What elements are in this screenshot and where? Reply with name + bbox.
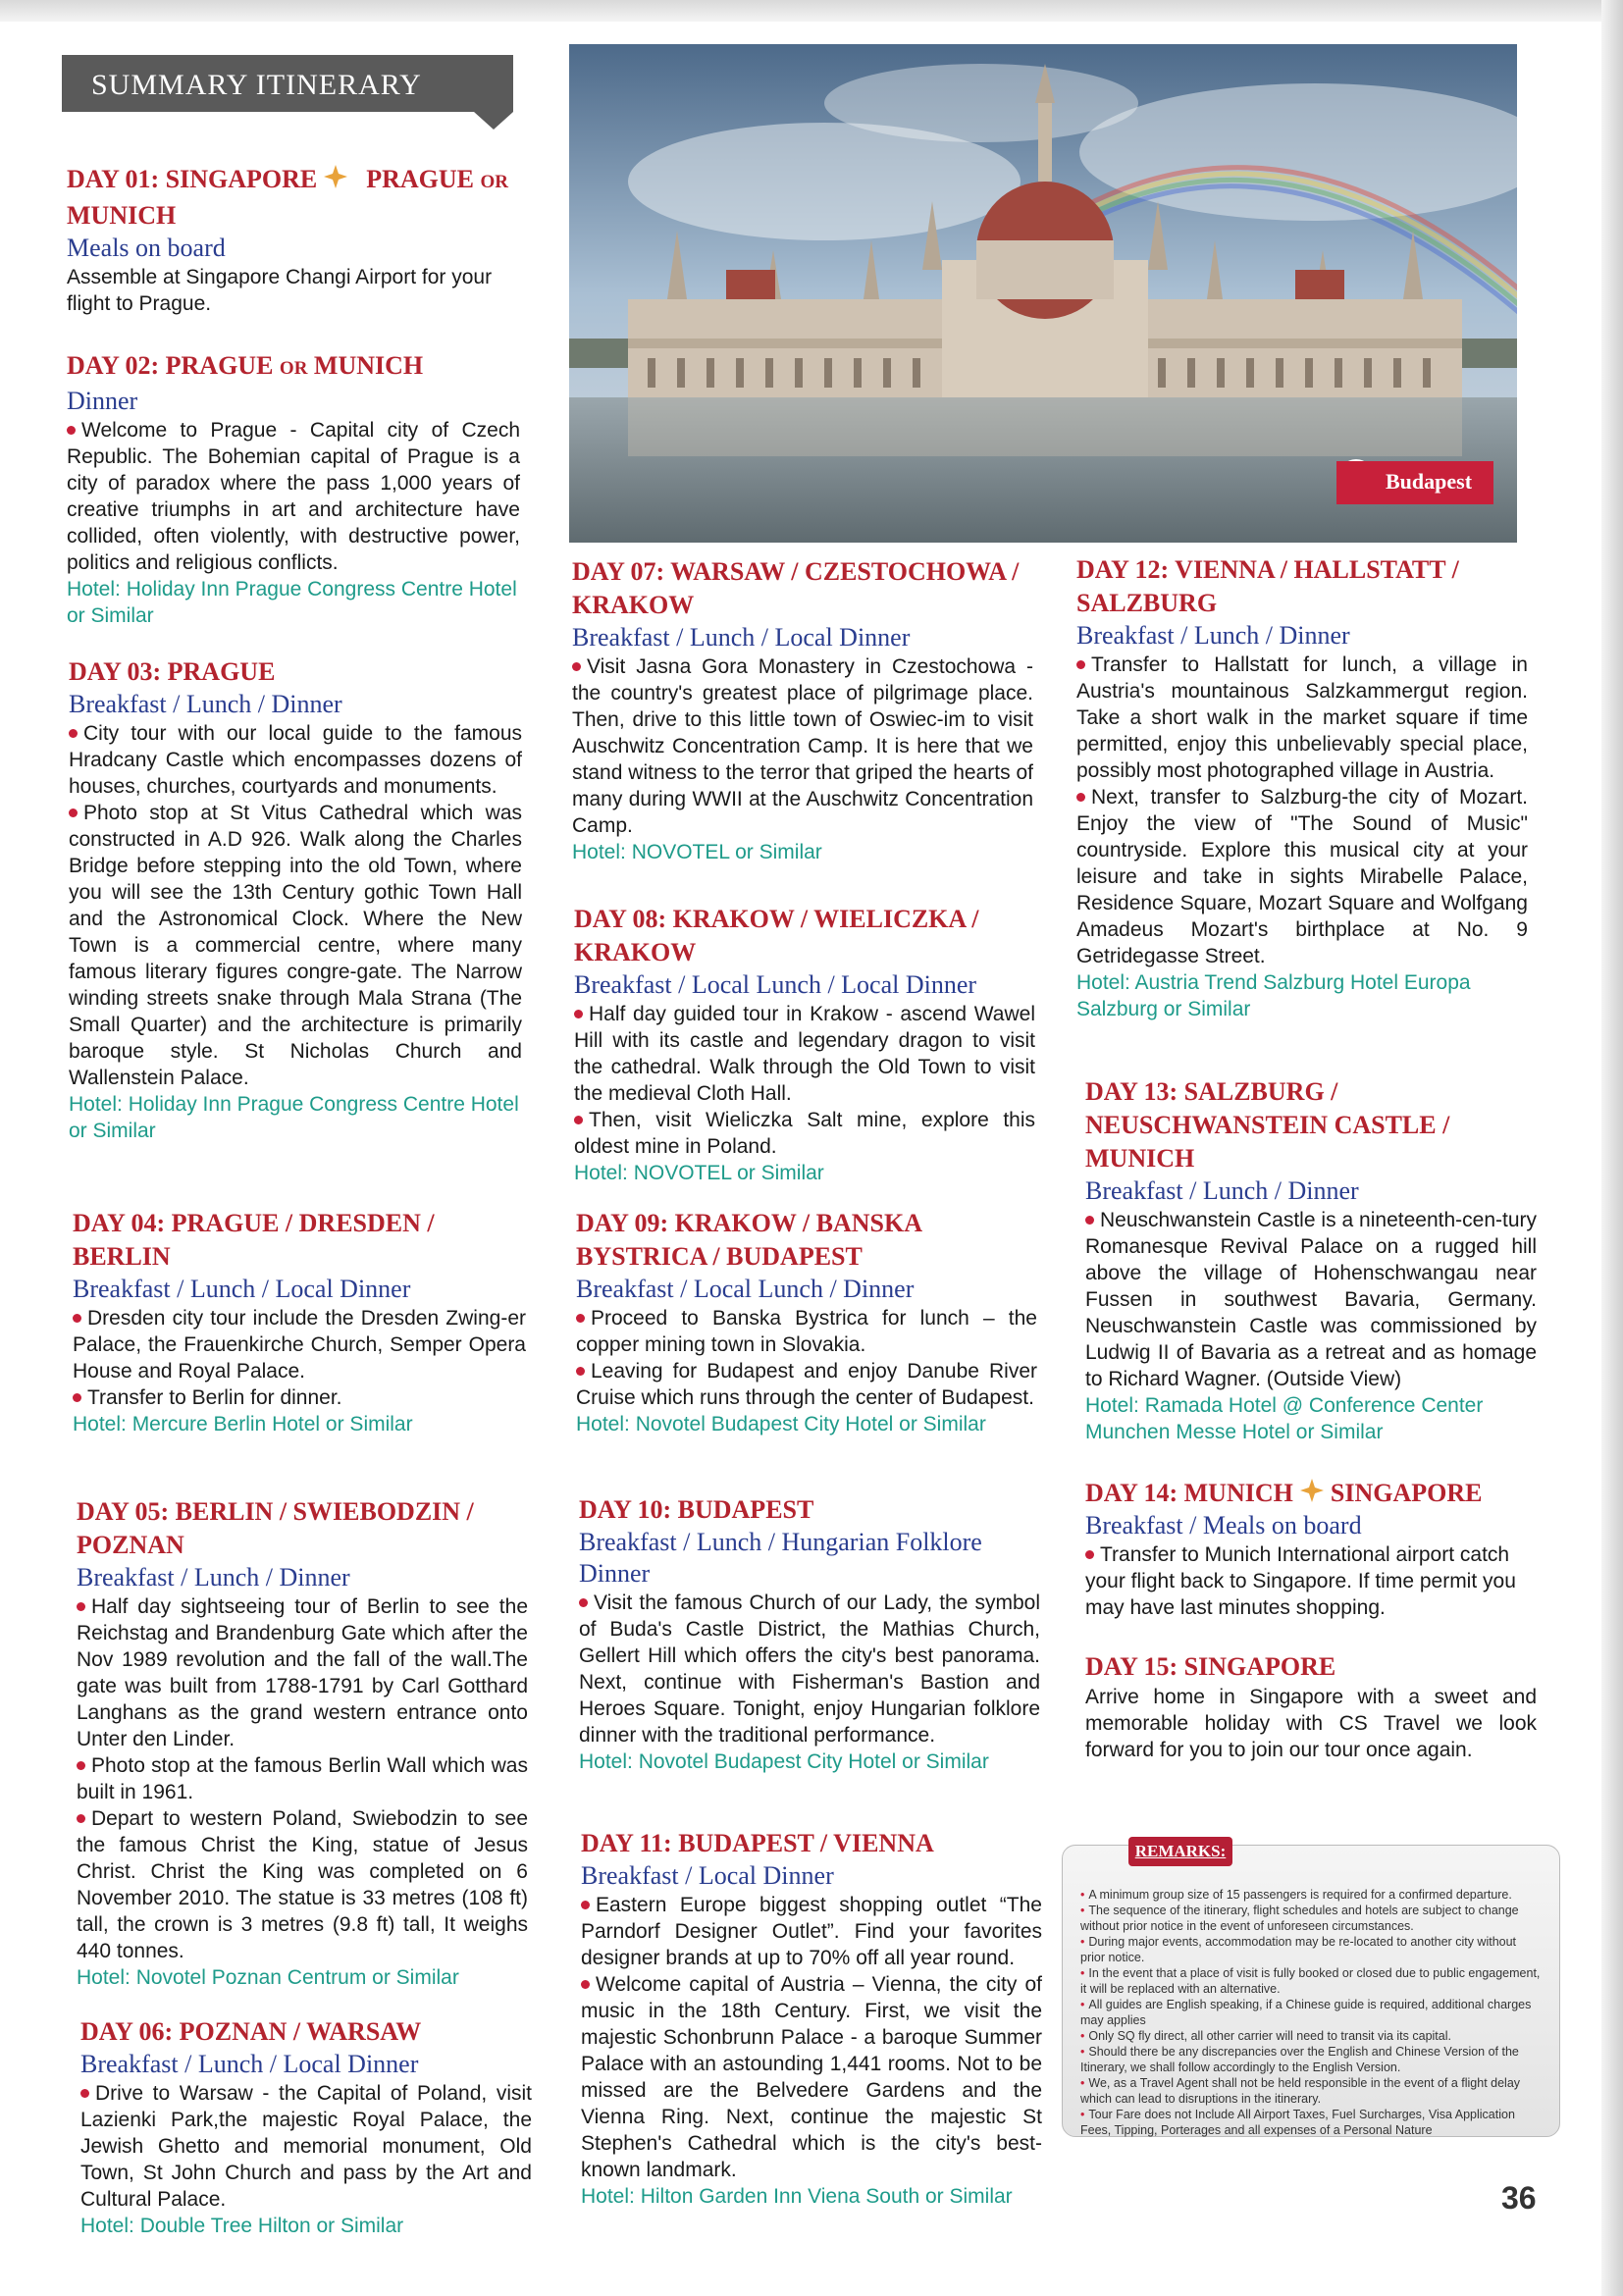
day-13-title: DAY 13: SALZBURG / NEUSCHWANSTEIN CASTLE / MUNICH: [1085, 1077, 1450, 1173]
day-06-title: DAY 06: POZNAN / WARSAW: [80, 2017, 422, 2046]
remark-item: • All guides are English speaking, if a Chinese guide is required, additional charges may applies: [1080, 1998, 1532, 2027]
day-10-title: DAY 10: BUDAPEST: [579, 1495, 814, 1524]
day-09-meals: Breakfast / Local Lunch / Dinner: [576, 1275, 915, 1303]
day-01-meals: Meals on board: [67, 234, 226, 262]
day-02-meals: Dinner: [67, 387, 138, 415]
day-01-title: DAY 01: SINGAPORE PRAGUE OR MUNICH: [67, 162, 520, 233]
day-05: [77, 1495, 528, 1991]
bullet-icon: [1076, 660, 1085, 669]
bullet-icon: [80, 2089, 89, 2098]
bullet-icon: [77, 1761, 85, 1770]
bullet-icon: [1085, 1216, 1094, 1225]
day-03-hotel: Hotel: Holiday Inn Prague Congress Centre Hotel or Similar: [69, 1093, 519, 1142]
day-15-desc: Arrive home in Singapore with a sweet and memorable holiday with CS Travel we look forward for you to join our tour once again.: [1085, 1686, 1537, 1761]
day-08: [574, 903, 1035, 1186]
day-05-meals: Breakfast / Lunch / Dinner: [77, 1563, 350, 1592]
summary-banner: SUMMARY ITINERARY: [62, 55, 513, 112]
bullet-icon: [572, 662, 581, 671]
day-12-hotel: Hotel: Austria Trend Salzburg Hotel Europa Salzburg or Similar: [1076, 971, 1471, 1020]
remarks-box: [1062, 1845, 1560, 2137]
day-10-hotel: Hotel: Novotel Budapest City Hotel or Similar: [579, 1750, 989, 1773]
day-09-desc: Proceed to Banska Bystrica for lunch – the copper mining town in Slovakia. Leaving for Budapest and enjoy Danube River Cruise which runs through the center of Budapest.: [576, 1307, 1037, 1409]
bullet-icon: [67, 426, 76, 435]
remarks-title: REMARKS:: [1128, 1837, 1232, 1866]
day-15: [1085, 1650, 1537, 1763]
bullet-icon: [574, 1010, 583, 1018]
day-13-hotel: Hotel: Ramada Hotel @ Conference Center Munchen Messe Hotel or Similar: [1085, 1394, 1484, 1443]
day-03: [69, 655, 522, 1144]
day-09-hotel: Hotel: Novotel Budapest City Hotel or Similar: [576, 1413, 986, 1435]
day-05-title: DAY 05: BERLIN / SWIEBODZIN / POZNAN: [77, 1497, 474, 1559]
bullet-icon: [73, 1393, 81, 1402]
day-13: [1085, 1075, 1537, 1445]
flight-icon: [1297, 1476, 1327, 1505]
day-01-desc: Assemble at Singapore Changi Airport for your flight to Prague.: [67, 266, 493, 315]
remark-item: • During major events, accommodation may be re-located to another city without prior notice.: [1080, 1935, 1517, 1964]
day-11: [581, 1827, 1042, 2210]
day-01: [67, 162, 520, 317]
day-10-meals: Breakfast / Lunch / Hungarian Folklore Dinner: [579, 1528, 982, 1588]
remark-item: • We, as a Travel Agent shall not be held responsible in the event of a flight delay which can lead to disruptions in the itinerary.: [1080, 2076, 1521, 2106]
day-11-meals: Breakfast / Local Dinner: [581, 1861, 834, 1890]
day-02: [67, 349, 520, 629]
day-03-meals: Breakfast / Lunch / Dinner: [69, 690, 342, 718]
bullet-icon: [73, 1314, 81, 1323]
day-14: [1085, 1476, 1537, 1621]
day-04-hotel: Hotel: Mercure Berlin Hotel or Similar: [73, 1413, 413, 1435]
day-08-meals: Breakfast / Local Lunch / Local Dinner: [574, 970, 977, 999]
day-14-desc: Transfer to Munich International airport catch your flight back to Singapore. If time permit you may have last minutes shopping.: [1085, 1543, 1516, 1619]
bullet-icon: [581, 1980, 590, 1989]
bullet-icon: [1085, 1550, 1094, 1559]
day-14-title: DAY 14: MUNICH SINGAPORE: [1085, 1476, 1537, 1510]
bullet-icon: [69, 729, 78, 738]
day-02-desc: Welcome to Prague - Capital city of Czech Republic. The Bohemian capital of Prague is a city of paradox where the pass 1,000 years of creative triumphs in art and architecture have collided, often violently, with destructive power, politics and religious conflicts.: [67, 419, 520, 574]
day-06-hotel: Hotel: Double Tree Hilton or Similar: [80, 2215, 404, 2237]
day-07-hotel: Hotel: NOVOTEL or Similar: [572, 841, 822, 863]
day-07: [572, 555, 1033, 865]
remark-item: • Tour Fare does not Include All Airport Taxes, Fuel Surcharges, Visa Application Fees, Tipping, Porterages and all expenses of a Personal Nature: [1080, 2108, 1515, 2137]
photo-location-badge: Budapest: [1336, 461, 1493, 504]
day-14-meals: Breakfast / Meals on board: [1085, 1511, 1362, 1539]
bullet-icon: [576, 1367, 585, 1376]
day-11-title: DAY 11: BUDAPEST / VIENNA: [581, 1829, 934, 1857]
day-07-desc: Visit Jasna Gora Monastery in Czestochowa - the country's greatest place of pilgrimage place. Then, drive to this little town of Oswiec-im to visit Auschwitz Concentration Camp. It is here that we stand witness to the terror that griped the hearts of many during WWII at the Auschwitz Concentration Camp.: [572, 655, 1033, 837]
bullet-icon: [69, 809, 78, 817]
day-05-desc: Half day sightseeing tour of Berlin to see the Reichstag and Brandenburg Gate which after the Nov 1989 revolution and the fall of the wall.The gate was built from 1788-1791 by Carl Gotthard Langhans as the grand western entrance onto Unter den Linder. Photo stop at the famous Berlin Wall which was built in 1961. Depart to western Poland, Swiebodzin to see the famous Christ the King, statue of Jesus Christ. Christ the King was completed on 6 November 2010. The statue is 33 metres (108 ft) tall, the crown is 3 metres (9.8 ft) tall, It weighs 440 tonnes.: [77, 1595, 528, 1962]
day-10: [579, 1493, 1040, 1775]
day-05-hotel: Hotel: Novotel Poznan Centrum or Similar: [77, 1966, 459, 1989]
remark-item: • A minimum group size of 15 passengers is required for a confirmed departure.: [1080, 1888, 1512, 1902]
flight-icon: [321, 162, 350, 191]
day-04-title: DAY 04: PRAGUE / DRESDEN / BERLIN: [73, 1209, 435, 1271]
day-08-desc: Half day guided tour in Krakow - ascend Wawel Hill with its castle and legendary dragon to visit the cathedral. Walk through the Old Town to visit the medieval Cloth Hall. Then, visit Wieliczka Salt mine, explore this oldest mine in Poland.: [574, 1003, 1035, 1158]
day-04: [73, 1207, 526, 1437]
day-11-hotel: Hotel: Hilton Garden Inn Viena South or Similar: [581, 2185, 1013, 2208]
day-15-title: DAY 15: SINGAPORE: [1085, 1652, 1336, 1681]
bullet-icon: [581, 1901, 590, 1909]
day-12-title: DAY 12: VIENNA / HALLSTATT / SALZBURG: [1076, 555, 1459, 617]
bullet-icon: [1076, 793, 1085, 802]
day-06-meals: Breakfast / Lunch / Local Dinner: [80, 2050, 419, 2078]
day-12-meals: Breakfast / Lunch / Dinner: [1076, 621, 1350, 650]
day-12: [1076, 553, 1528, 1022]
day-08-hotel: Hotel: NOVOTEL or Similar: [574, 1162, 824, 1184]
day-03-title: DAY 03: PRAGUE: [69, 657, 276, 686]
day-07-meals: Breakfast / Lunch / Local Dinner: [572, 623, 911, 652]
page-number: 36: [1501, 2180, 1537, 2216]
day-12-desc: Transfer to Hallstatt for lunch, a village in Austria's mountainous Salzkammergut region. Take a short walk in the market square if time permitted, enjoy this unbelievably special place, possibly most photographed village in Austria. Next, transfer to Salzburg-the city of Mozart. Enjoy the view of "The Sound of Music" countryside. Explore this musical city at your leisure and take in sights Mirabelle Palace, Residence Square, Mozart Square and Wolfgang Amadeus Mozart's birthplace at No. 9 Getridegasse Street.: [1076, 653, 1528, 967]
day-08-title: DAY 08: KRAKOW / WIELICZKA / KRAKOW: [574, 905, 979, 966]
remark-item: • The sequence of the itinerary, flight schedules and hotels are subject to change without prior notice in the event of unforeseen circumstances.: [1080, 1904, 1519, 1933]
bullet-icon: [77, 1814, 85, 1823]
day-13-meals: Breakfast / Lunch / Dinner: [1085, 1176, 1359, 1205]
remark-item: • In the event that a place of visit is fully booked or closed due to public engagement, it will be replaced with an alternative.: [1080, 1966, 1541, 1996]
day-13-desc: Neuschwanstein Castle is a nineteenth-cen-tury Romanesque Revival Palace on a rugged hill above the village of Hohenschwangau near Fussen in southwest Bavaria, Germany. Neuschwanstein Castle was commissioned by Ludwig II of Bavaria as a retreat and as homage to Richard Wagner. (Outside View): [1085, 1209, 1537, 1390]
day-11-desc: Eastern Europe biggest shopping outlet “The Parndorf Designer Outlet”. Find your favorites designer brands at up to 70% off all year round. Welcome capital of Austria – Vienna, the city of music in the 18th Century. First, we visit the majestic Schonbrunn Palace - a baroque Summer Palace with an astounding 1,441 rooms. Not to be missed are the Belvedere Gardens and the Vienna Ring. Next, continue the majestic St Stephen's Cathedral which is the city's best-known landmark.: [581, 1894, 1042, 2181]
day-10-desc: Visit the famous Church of our Lady, the symbol of Buda's Castle District, the Mathias Church, Gellert Hill which offers the city's best panorama. Next, continue with Fisherman's Bastion and Heroes Square. Tonight, enjoy Hungarian folklore dinner with the traditional performance.: [579, 1592, 1040, 1747]
remark-item: • Only SQ fly direct, all other carrier will need to transit via its capital.: [1080, 2029, 1451, 2043]
banner-tip: [474, 112, 513, 130]
day-04-meals: Breakfast / Lunch / Local Dinner: [73, 1275, 411, 1303]
remark-item: • Should there be any discrepancies over the English and Chinese Version of the Itinerary, we shall follow accordingly to the English Version.: [1080, 2045, 1519, 2074]
page-top-edge: [0, 0, 1623, 22]
day-02-hotel: Hotel: Holiday Inn Prague Congress Centre Hotel or Similar: [67, 578, 517, 627]
page-right-edge: [1601, 0, 1623, 2296]
day-07-title: DAY 07: WARSAW / CZESTOCHOWA / KRAKOW: [572, 557, 1020, 619]
bullet-icon: [77, 1602, 85, 1611]
day-09-title: DAY 09: KRAKOW / BANSKA BYSTRICA / BUDAPEST: [576, 1209, 921, 1271]
day-04-desc: Dresden city tour include the Dresden Zwing-er Palace, the Frauenkirche Church, Semper Opera House and Royal Palace. Transfer to Berlin for dinner.: [73, 1307, 526, 1409]
day-02-title: DAY 02: PRAGUE OR MUNICH: [67, 351, 424, 380]
day-06: [80, 2015, 532, 2239]
day-03-desc: City tour with our local guide to the famous Hradcany Castle which encompasses dozens of houses, churches, courtyards and monuments. Photo stop at St Vitus Cathedral which was constructed in A.D 926. Walk along the Charles Bridge before stepping into the old Town, where you will see the 13th Century gothic Town Hall and the Astronomical Clock. Where the New Town is a commercial centre, where many famous literary figures congre-gate. The Narrow winding streets snake through Mala Strana (The Small Quarter) and the architecture is primarily baroque style. St Nicholas Church and Wallenstein Palace.: [69, 722, 522, 1089]
bullet-icon: [574, 1116, 583, 1124]
day-06-desc: Drive to Warsaw - the Capital of Poland, visit Lazienki Park,the majestic Royal Palace, the Jewish Ghetto and memorial monument, Old Town, St John Church and pass by the Art and Cultural Palace.: [80, 2082, 532, 2211]
day-09: [576, 1207, 1037, 1437]
bullet-icon: [576, 1314, 585, 1323]
bullet-icon: [579, 1598, 588, 1607]
